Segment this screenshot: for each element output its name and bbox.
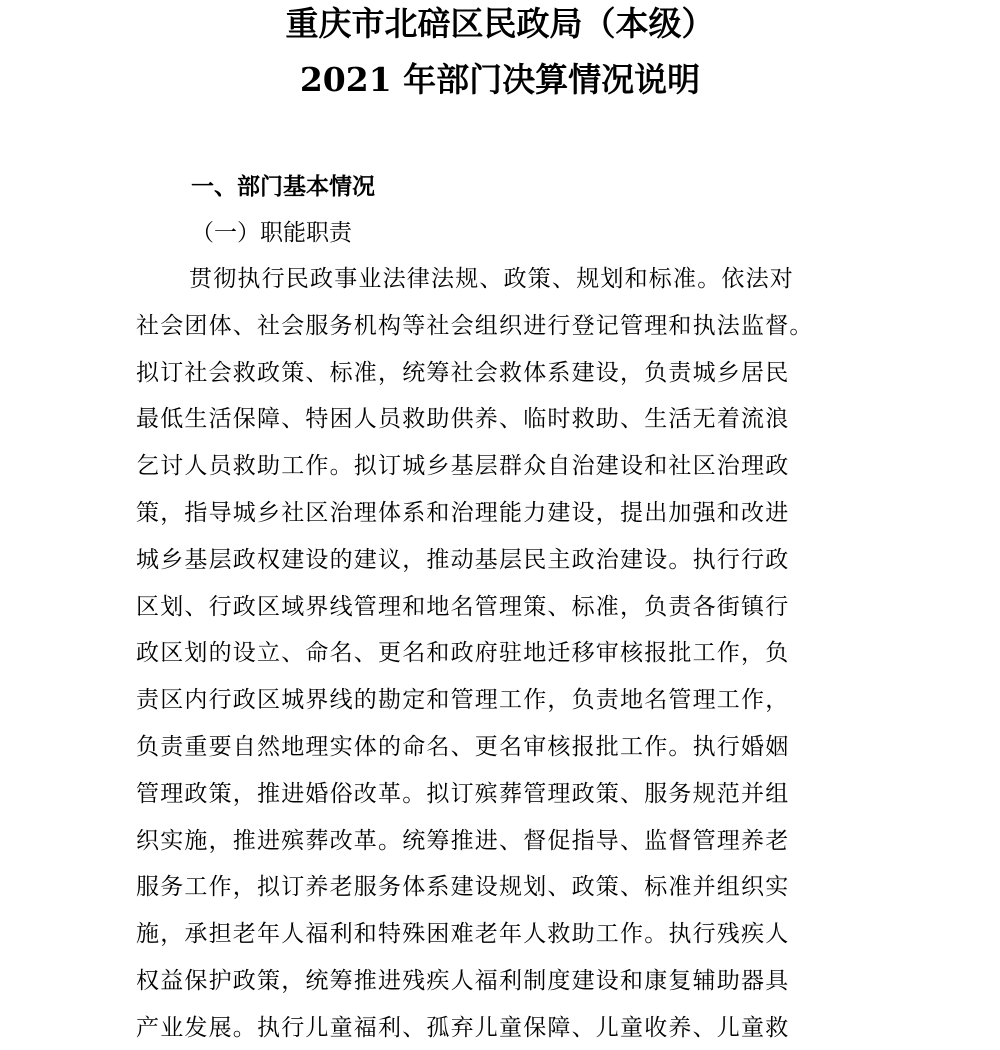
body-line: 服务工作，拟订养老服务体系建设规划、政策、标准并组织实: [136, 874, 790, 900]
body-line: 城乡基层政权建设的建议，推动基层民主政治建设。执行行政: [136, 547, 790, 573]
body-line: 织实施，推进殡葬改革。统筹推进、督促指导、监督管理养老: [136, 828, 790, 854]
body-line: 策，指导城乡社区治理体系和治理能力建设，提出加强和改进: [136, 500, 790, 526]
section-heading: 一、部门基本情况: [191, 174, 375, 200]
body-line: 乞讨人员救助工作。拟订城乡基层群众自治建设和社区治理政: [136, 453, 790, 479]
document-title-line-1: 重庆市北碚区民政局（本级）: [285, 4, 715, 43]
body-line: 产业发展。执行儿童福利、孤弃儿童保障、儿童收养、儿童救: [136, 1015, 790, 1041]
body-line: 责区内行政区城界线的勘定和管理工作，负责地名管理工作，: [136, 687, 790, 713]
body-line: 权益保护政策，统筹推进残疾人福利制度建设和康复辅助器具: [136, 968, 790, 994]
body-line: 负责重要自然地理实体的命名、更名审核报批工作。执行婚姻: [136, 734, 790, 760]
body-line: 政区划的设立、命名、更名和政府驻地迁移审核报批工作，负: [136, 640, 790, 666]
body-line: 施，承担老年人福利和特殊困难老年人救助工作。执行残疾人: [136, 921, 790, 947]
subsection-heading: （一）职能职责: [191, 220, 352, 246]
body-line: 拟订社会救政策、标准，统筹社会救体系建设，负责城乡居民: [136, 360, 790, 386]
body-line: 区划、行政区域界线管理和地名管理策、标准，负责各街镇行: [136, 594, 790, 620]
body-line: 社会团体、社会服务机构等社会组织进行登记管理和执法监督。: [136, 313, 814, 339]
body-line: 贯彻执行民政事业法律法规、政策、规划和标准。依法对: [189, 266, 794, 292]
document-title-line-2: 2021 年部门决算情况说明: [299, 60, 701, 99]
body-line: 最低生活保障、特困人员救助供养、临时救助、生活无着流浪: [136, 406, 790, 432]
body-line: 管理政策，推进婚俗改革。拟订殡葬管理政策、服务规范并组: [136, 781, 790, 807]
